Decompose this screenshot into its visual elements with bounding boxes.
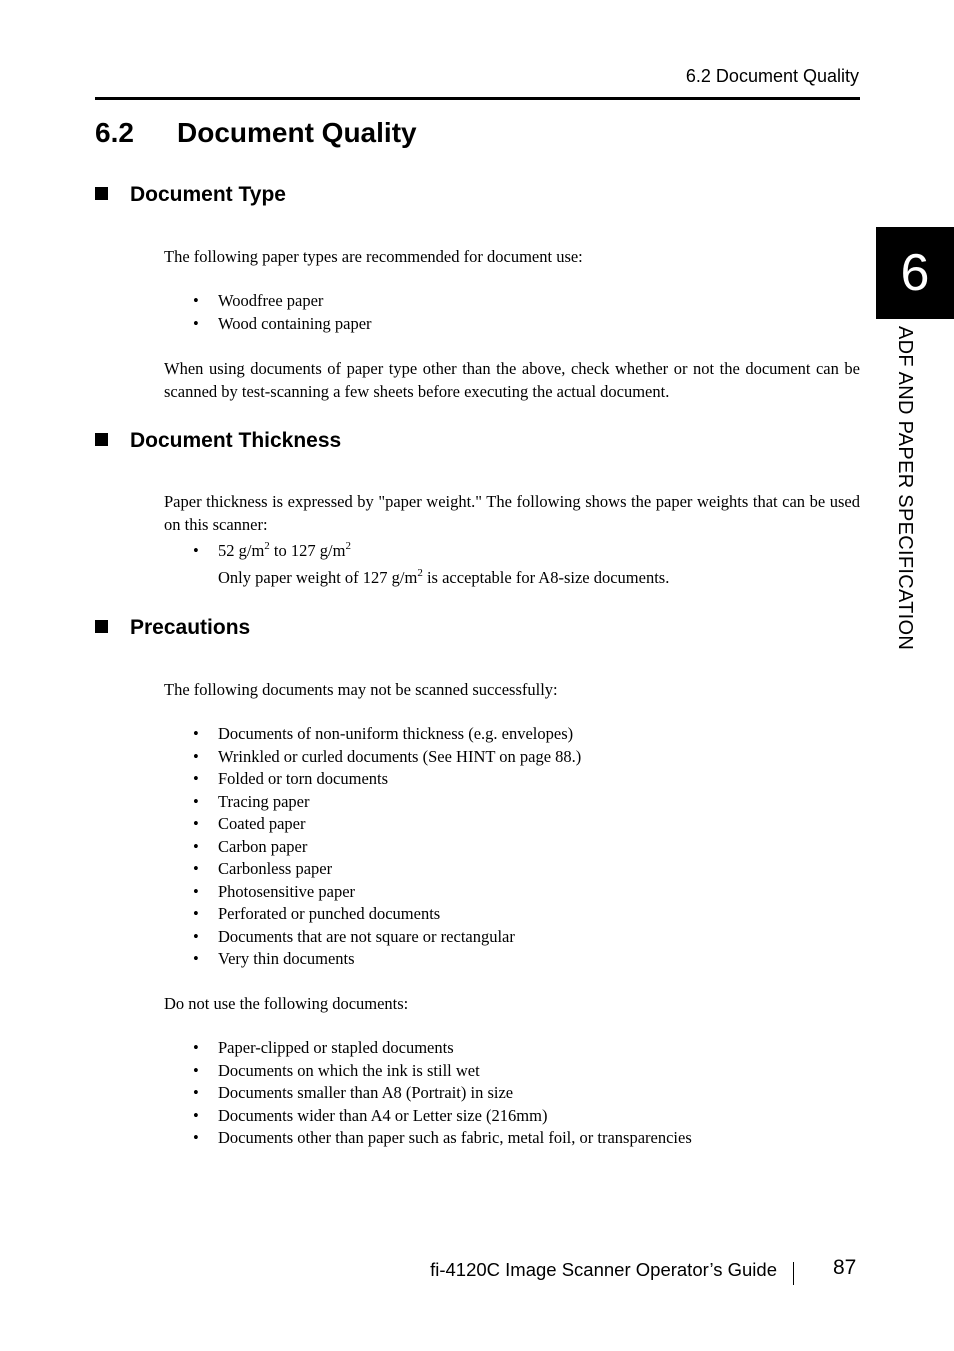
running-header: 6.2 Document Quality <box>685 66 859 86</box>
document-type-note: When using documents of paper type other than the above, check whether or not the document can be scanned by test-scanning a few sheets before executing the actual document. <box>164 359 860 401</box>
document-thickness-heading <box>95 429 341 453</box>
list-item: • Documents on which the ink is still wet <box>193 1060 692 1083</box>
section-title-text: Document Quality <box>177 117 417 148</box>
paper-weight-list <box>193 540 351 563</box>
list-item: • Documents other than paper such as fabric, metal foil, or transparencies <box>193 1127 692 1150</box>
list-item: • Paper-clipped or stapled documents <box>193 1037 692 1060</box>
a8-weight-note: Only paper weight of 127 $g/m^2$ is acceptable for A8-size documents. <box>218 567 670 587</box>
footer-title: fi-4120C Image Scanner Operator’s Guide <box>430 1259 777 1280</box>
document-type-intro: The following paper types are recommended for document use: <box>164 247 583 266</box>
square-bullet-icon <box>95 187 108 200</box>
list-item: • Tracing paper <box>193 791 581 814</box>
chapter-side-title: ADF AND PAPER SPECIFICATION <box>894 326 916 651</box>
list-item: • Documents that are not square or rectangular <box>193 926 581 949</box>
document-thickness-intro: Paper thickness is expressed by "paper weight." The following shows the paper weights that can be used on this scanner: <box>164 492 860 534</box>
document-type-heading <box>95 183 286 207</box>
list-item: • Wrinkled or curled documents (See HINT on page 88.) <box>193 746 581 769</box>
prohibited-documents-list <box>193 1037 692 1150</box>
list-item: • Photosensitive paper <box>193 881 581 904</box>
list-item: • Perforated or punched documents <box>193 903 581 926</box>
footer-separator <box>793 1262 794 1285</box>
header-rule <box>95 97 860 100</box>
list-item: • Documents smaller than A8 (Portrait) in size <box>193 1082 692 1105</box>
do-not-use-intro: Do not use the following documents: <box>164 994 409 1013</box>
list-item: • Woodfree paper <box>193 290 372 313</box>
precautions-heading <box>95 616 250 640</box>
document-thickness-heading-text: Document Thickness <box>130 429 342 452</box>
list-item: • Wood containing paper <box>193 313 372 336</box>
square-bullet-icon <box>95 620 108 633</box>
list-item: • Folded or torn documents <box>193 768 581 791</box>
section-number: 6.2 <box>95 117 134 148</box>
list-item: • Carbonless paper <box>193 858 581 881</box>
page-number: 87 <box>833 1256 857 1279</box>
list-item: • Carbon paper <box>193 836 581 859</box>
document-type-list <box>193 290 372 335</box>
precautions-heading-text: Precautions <box>130 616 251 639</box>
list-item: • Very thin documents <box>193 948 581 971</box>
square-bullet-icon <box>95 433 108 446</box>
list-item: • Coated paper <box>193 813 581 836</box>
section-title <box>95 117 417 149</box>
precautions-intro: The following documents may not be scanned successfully: <box>164 680 558 699</box>
problem-documents-list <box>193 723 581 971</box>
document-type-heading-text: Document Type <box>130 183 286 206</box>
list-item: • Documents wider than A4 or Letter size (216mm) <box>193 1105 692 1128</box>
chapter-tab: 6 <box>876 227 954 319</box>
list-item: • Documents of non-uniform thickness (e.g. envelopes) <box>193 723 581 746</box>
paper-weight-range: • 52 $g/m^2$ to 127 $g/m^2$ <box>193 540 351 563</box>
